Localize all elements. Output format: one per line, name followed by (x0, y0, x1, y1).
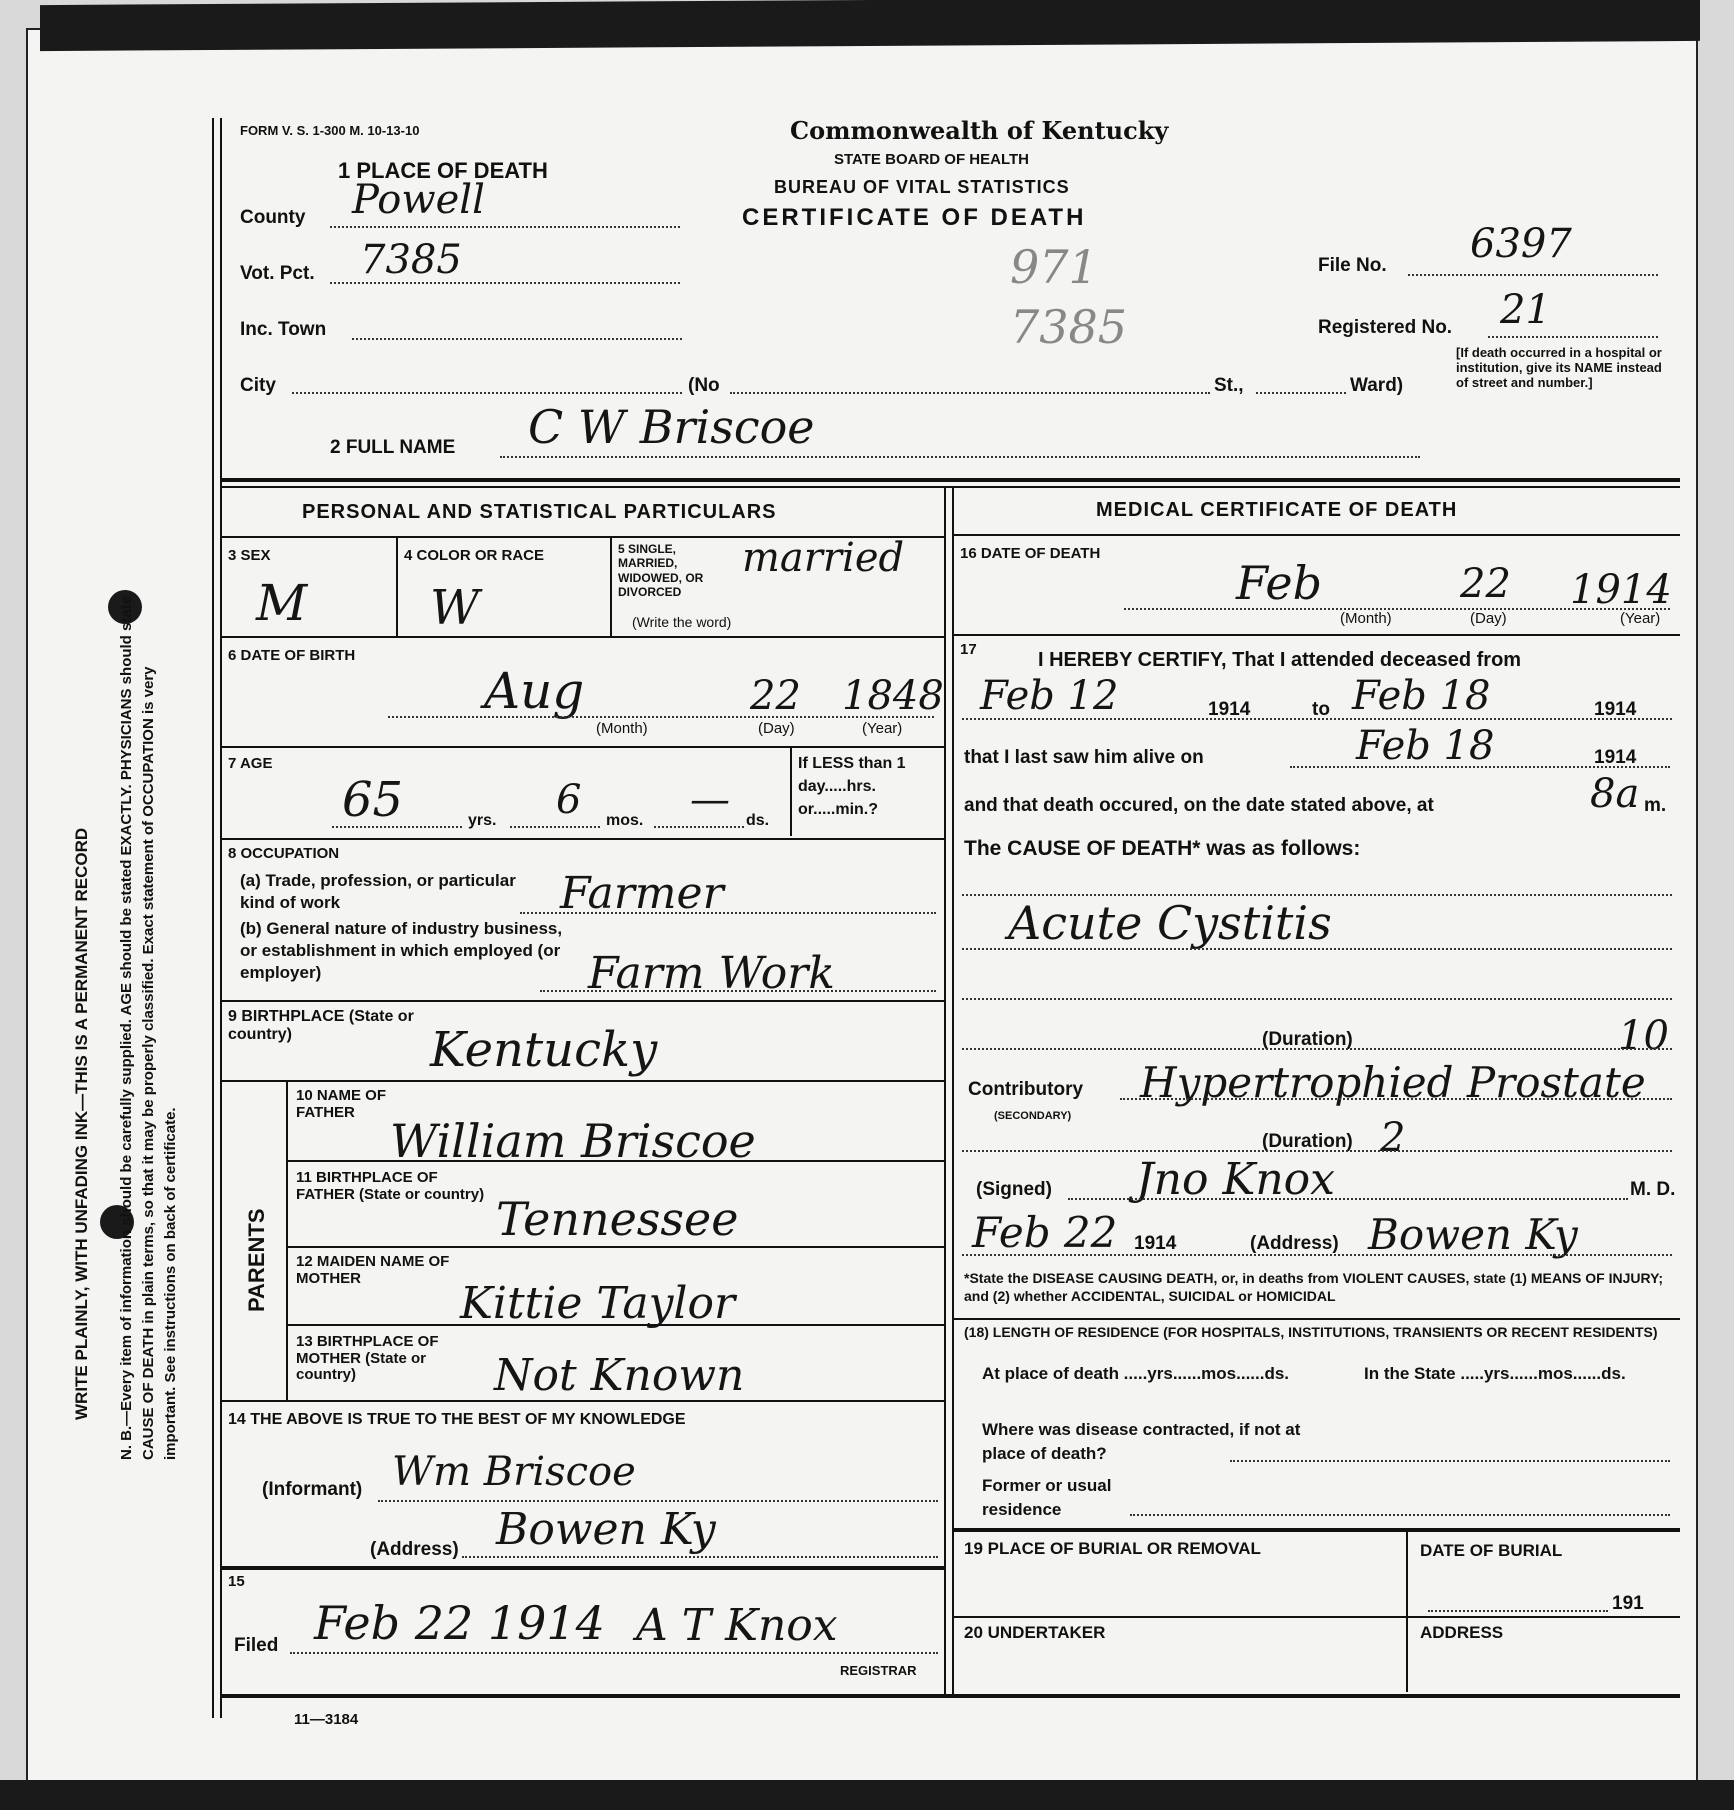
header-rule (220, 478, 1680, 482)
rule (286, 1246, 946, 1248)
rule (396, 536, 398, 636)
informant-value: Wm Briscoe (392, 1449, 636, 1495)
residence-label: (18) LENGTH OF RESIDENCE (FOR HOSPITALS, INSTITUTIONS, TRANSIENTS OR RECENT RESIDENTS) (964, 1324, 1658, 1340)
age-days: — (690, 777, 730, 823)
county-label: County (240, 207, 306, 228)
dob-day: 22 (750, 673, 801, 719)
race-label: 4 COLOR OR RACE (404, 547, 545, 564)
cause-footnote: *State the DISEASE CAUSING DEATH, or, in deaths from VIOLENT CAUSES, state (1) MEANS OF INJURY; and (2) whether ACCIDENTAL, SUICIDAL or HOMICIDAL (964, 1270, 1664, 1304)
file-no-label: File No. (1318, 255, 1387, 276)
inc-town-line (352, 338, 682, 340)
bottom-rule (220, 1694, 1680, 1698)
rule (220, 1400, 946, 1402)
true-statement-label: 14 THE ABOVE IS TRUE TO THE BEST OF MY KNOWLEDGE (228, 1411, 686, 1428)
age-days-line (654, 826, 744, 828)
death-month-caption: (Month) (1340, 610, 1392, 627)
residence-line (1130, 1514, 1670, 1516)
mother-name-label: 12 MAIDEN NAME OF MOTHER (296, 1253, 450, 1287)
rule (952, 634, 1680, 636)
marital-value: married (742, 535, 905, 581)
ward-line (1256, 392, 1346, 394)
rule (952, 1616, 1680, 1618)
ward-label: Ward) (1350, 375, 1404, 396)
state-name: Commonwealth of Kentucky (790, 116, 1169, 145)
duration-line (962, 1048, 1672, 1050)
full-name-line (500, 456, 1420, 458)
county-value: Powell (352, 177, 485, 223)
contributory-value: Hypertrophied Prostate (1140, 1058, 1646, 1107)
city-line (292, 392, 682, 394)
dob-line (388, 716, 934, 718)
contributory-label: Contributory (968, 1079, 1084, 1100)
rule (220, 746, 946, 748)
occupation-trade-line (520, 912, 936, 914)
full-name-label: 2 FULL NAME (330, 437, 456, 458)
death-time-suffix: m. (1644, 795, 1667, 816)
file-no-line (1408, 274, 1658, 276)
rule (220, 1080, 946, 1082)
cause-value: Acute Cystitis (1008, 896, 1332, 950)
age-months-line (510, 826, 600, 828)
marital-label: 5 SINGLE, MARRIED, WIDOWED, OR DIVORCED (618, 542, 704, 600)
informant-address-label: (Address) (370, 1539, 459, 1560)
death-year: 1914 (1570, 567, 1672, 613)
rule (1406, 1530, 1408, 1692)
rule (952, 534, 1680, 536)
death-year-caption: (Year) (1620, 610, 1661, 627)
rule (790, 746, 792, 836)
father-name-label: 10 NAME OF FATHER (296, 1087, 387, 1121)
scan-bottom-edge (0, 1780, 1734, 1810)
undertaker-address-label: ADDRESS (1420, 1623, 1504, 1642)
in-the-state: In the State .....yrs......mos......ds. (1364, 1364, 1626, 1383)
left-border-inner (220, 118, 222, 1718)
mother-birthplace-value: Not Known (494, 1350, 745, 1401)
center-divider (944, 486, 946, 1696)
last-saw-year: 1914 (1594, 747, 1637, 768)
marital-note: (Write the word) (632, 614, 732, 630)
contracted-line (1230, 1460, 1670, 1462)
year-caption: (Year) (862, 720, 903, 737)
duration-label: (Duration) (1262, 1029, 1353, 1050)
form-title: CERTIFICATE OF DEATH (742, 204, 1087, 231)
full-name-value: C W Briscoe (528, 400, 815, 454)
rule (610, 536, 612, 636)
occupation-trade-value: Farmer (560, 868, 724, 919)
md-label: M. D. (1630, 1179, 1676, 1200)
rule (220, 838, 946, 840)
filed-value: Feb 22 1914 (314, 1596, 605, 1650)
signed-label: (Signed) (976, 1179, 1052, 1200)
attended-from-year: 1914 (1208, 699, 1251, 720)
last-saw-date: Feb 18 (1356, 723, 1495, 769)
attended-from: Feb 12 (980, 673, 1119, 719)
bureau-name: BUREAU OF VITAL STATISTICS (774, 177, 1070, 197)
dob-label: 6 DATE OF BIRTH (228, 647, 356, 664)
disease-contracted: Where was disease contracted, if not at place of death? (982, 1420, 1301, 1463)
month-caption: (Month) (596, 720, 648, 737)
city-label: City (240, 375, 276, 396)
rule (952, 1318, 1680, 1320)
registrar-label: REGISTRAR (840, 1663, 917, 1678)
physician-address-line (962, 1254, 1672, 1256)
months-caption: mos. (606, 812, 644, 829)
hospital-note: [If death occurred in a hospital or institution, give its NAME instead of street and number.] (1456, 345, 1662, 390)
days-caption: ds. (746, 812, 770, 829)
occupation-industry-line (540, 990, 936, 992)
former-residence: Former or usual residence (982, 1476, 1112, 1519)
father-birthplace-value: Tennessee (496, 1192, 739, 1246)
dob-year: 1848 (842, 673, 944, 719)
instructions-line-2: CAUSE OF DEATH in plain terms, so that it may be properly classified. Exact statement of OCCUPATION is very (140, 666, 157, 1460)
registered-no-line (1488, 336, 1658, 338)
death-time: 8a (1590, 771, 1640, 817)
rule (286, 1324, 946, 1326)
sex-label: 3 SEX (228, 547, 271, 564)
father-name-value: William Briscoe (390, 1114, 756, 1168)
age-years: 65 (342, 772, 404, 828)
instructions-line-1: N. B.—Every item of information should be carefully supplied. AGE should be stated EXACTLY. PHYSICIANS should state (118, 595, 135, 1460)
stamp-number-b: 7385 (1010, 300, 1128, 354)
parents-label: PARENTS (244, 1208, 269, 1312)
age-years-line (332, 826, 462, 828)
birthplace-value: Kentucky (430, 1022, 658, 1078)
occupation-label: 8 OCCUPATION (228, 845, 340, 862)
place-heading: 1 PLACE OF DEATH (338, 158, 548, 183)
rule (952, 1528, 1680, 1532)
board-name: STATE BOARD OF HEALTH (834, 151, 1029, 168)
certify-number: 17 (960, 641, 977, 658)
vot-label: Vot. Pct. (240, 263, 315, 284)
race-value: W (430, 580, 480, 636)
death-day-caption: (Day) (1470, 610, 1507, 627)
informant-line (378, 1500, 938, 1502)
vot-line (330, 282, 680, 284)
inc-town-label: Inc. Town (240, 319, 327, 340)
vot-value: 7385 (360, 237, 462, 283)
cause-line (962, 948, 1672, 950)
mother-name-value: Kittie Taylor (460, 1278, 736, 1329)
county-line (330, 226, 680, 228)
death-occurred-label: and that death occured, on the date stated above, at (964, 795, 1434, 816)
attended-to-year: 1914 (1594, 699, 1637, 720)
dob-month: Aug (484, 662, 585, 720)
rule (220, 1000, 946, 1002)
attended-to: Feb 18 (1352, 673, 1491, 719)
registrar-signature: A T Knox (636, 1600, 838, 1651)
signed-date: Feb 22 (972, 1208, 1118, 1257)
less-than-day: If LESS than 1 day.....hrs. or.....min.? (798, 755, 906, 819)
secondary-label: (SECONDARY) (994, 1110, 1072, 1122)
medical-heading: MEDICAL CERTIFICATE OF DEATH (1096, 499, 1458, 521)
file-no-value: 6397 (1470, 221, 1572, 267)
physician-signature: Jno Knox (1136, 1154, 1335, 1205)
left-border (212, 118, 214, 1718)
occupation-trade-label: (a) Trade, profession, or particular kind of work (240, 871, 516, 913)
informant-address-value: Bowen Ky (496, 1504, 716, 1555)
center-divider-2 (952, 486, 954, 1696)
personal-heading: PERSONAL AND STATISTICAL PARTICULARS (302, 501, 777, 523)
occupation-industry-label: (b) General nature of industry business, or establishment in which employed (or employer) (240, 919, 563, 983)
death-date-label: 16 DATE OF DEATH (960, 545, 1101, 562)
duration-line-2 (962, 1150, 1672, 1152)
duration-label-2: (Duration) (1262, 1131, 1353, 1152)
duration-days: 10 (1618, 1013, 1669, 1059)
occupation-industry-value: Farm Work (588, 948, 835, 999)
cause-line (962, 998, 1672, 1000)
years-caption: yrs. (468, 812, 497, 829)
undertaker-label: 20 UNDERTAKER (964, 1623, 1106, 1642)
age-months: 6 (556, 777, 582, 823)
registered-no-label: Registered No. (1318, 317, 1453, 338)
registered-no-value: 21 (1500, 287, 1551, 333)
death-month: Feb (1236, 556, 1323, 610)
signed-year: 1914 (1134, 1233, 1177, 1254)
at-place-of-death: At place of death .....yrs......mos......ds. (982, 1364, 1290, 1383)
death-date-line (1124, 608, 1670, 610)
physician-address-label: (Address) (1250, 1233, 1339, 1254)
informant-address-line (462, 1556, 938, 1558)
instructions-line-3: important. See instructions on back of certificate. (162, 1107, 179, 1460)
to-label: to (1312, 699, 1330, 720)
physician-address-value: Bowen Ky (1368, 1210, 1578, 1259)
burial-place-label: 19 PLACE OF BURIAL OR REMOVAL (964, 1539, 1261, 1558)
rule (286, 1160, 946, 1162)
rule (286, 1080, 288, 1400)
form-number: FORM V. S. 1-300 M. 10-13-10 (240, 123, 420, 138)
death-day: 22 (1460, 561, 1511, 607)
street-label: St., (1214, 375, 1244, 396)
father-birthplace-label: 11 BIRTHPLACE OF FATHER (State or country) (296, 1169, 485, 1203)
informant-label: (Informant) (262, 1479, 363, 1500)
burial-date-label: DATE OF BURIAL (1420, 1541, 1563, 1560)
stamp-number-a: 971 (1010, 240, 1098, 294)
signed-line (1068, 1198, 1628, 1200)
mother-birthplace-label: 13 BIRTHPLACE OF MOTHER (State or country) (296, 1333, 439, 1383)
permanent-record-note: WRITE PLAINLY, WITH UNFADING INK—THIS IS A PERMANENT RECORD (72, 827, 91, 1420)
rule (220, 636, 946, 638)
filed-number: 15 (228, 1573, 245, 1590)
burial-date-line (1428, 1610, 1608, 1612)
street-no-label: (No (688, 375, 720, 396)
cause-label: The CAUSE OF DEATH* was as follows: (964, 837, 1361, 860)
header-rule-2 (220, 486, 1680, 488)
last-saw-line (1290, 766, 1670, 768)
age-label: 7 AGE (228, 755, 273, 772)
certify-text: I HEREBY CERTIFY, That I attended deceased from (1038, 649, 1522, 671)
last-saw-label: that I last saw him alive on (964, 747, 1204, 768)
contributory-duration: 2 (1380, 1115, 1406, 1161)
day-caption: (Day) (758, 720, 795, 737)
sex-value: M (256, 574, 308, 632)
filed-line (290, 1652, 938, 1654)
birthplace-label: 9 BIRTHPLACE (State or country) (228, 1008, 414, 1043)
burial-year: 191 (1612, 1593, 1644, 1614)
contributory-line (1120, 1098, 1672, 1100)
attended-line (962, 718, 1672, 720)
rule (220, 1566, 946, 1570)
filed-label: Filed (234, 1635, 279, 1656)
form-footer-code: 11—3184 (294, 1711, 359, 1728)
street-line (730, 392, 1210, 394)
